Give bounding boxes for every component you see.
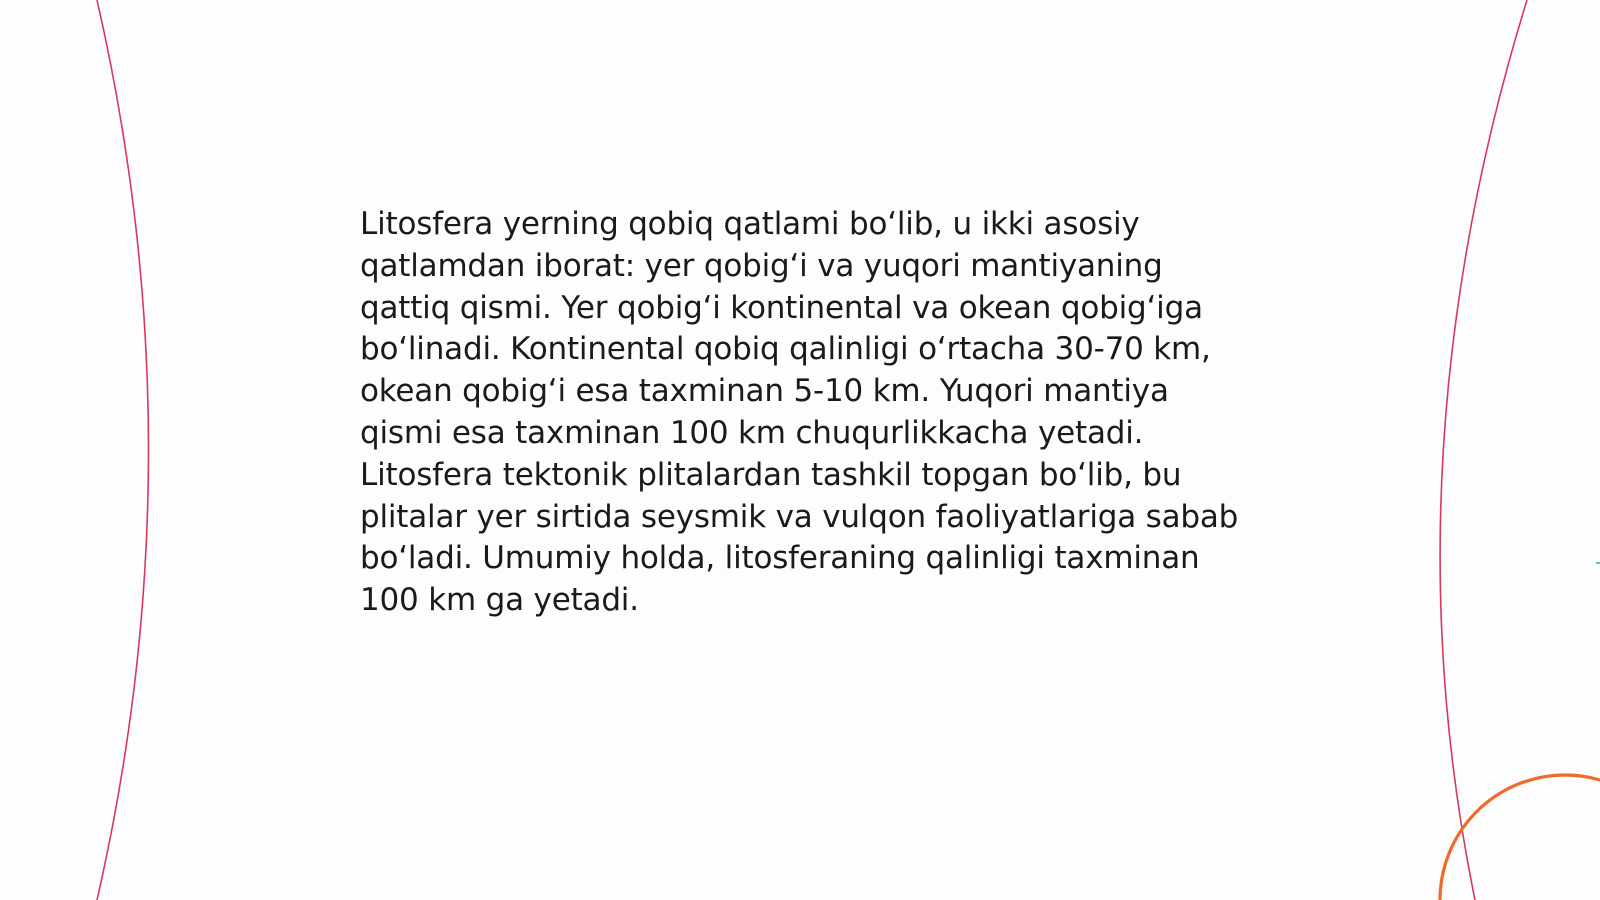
right-arc: [1440, 0, 1527, 900]
slide-body-text: Litosfera yerning qobiq qatlami bo‘lib, u ikki asosiy qatlamdan iborat: yer qobig‘i va yuqori mantiyaning qattiq qismi. Yer qobig‘i kontinental va okean qobig‘iga bo‘linadi. Kontinental qobiq qalinligi o‘rtacha 30-70 km, okean qobig‘i esa taxminan 5-10 km. Yuqori mantiya qismi esa taxminan 100 km chuqurlikkacha yetadi. Litosfera tektonik plitalardan tashkil topgan bo‘lib, bu plitalar yer sirtida seysmik va vulqon faoliyatlariga sabab bo‘ladi. Umumiy holda, litosferaning qalinligi taxminan 100 km ga yetadi.: [360, 206, 1239, 619]
left-arc: [97, 0, 149, 900]
